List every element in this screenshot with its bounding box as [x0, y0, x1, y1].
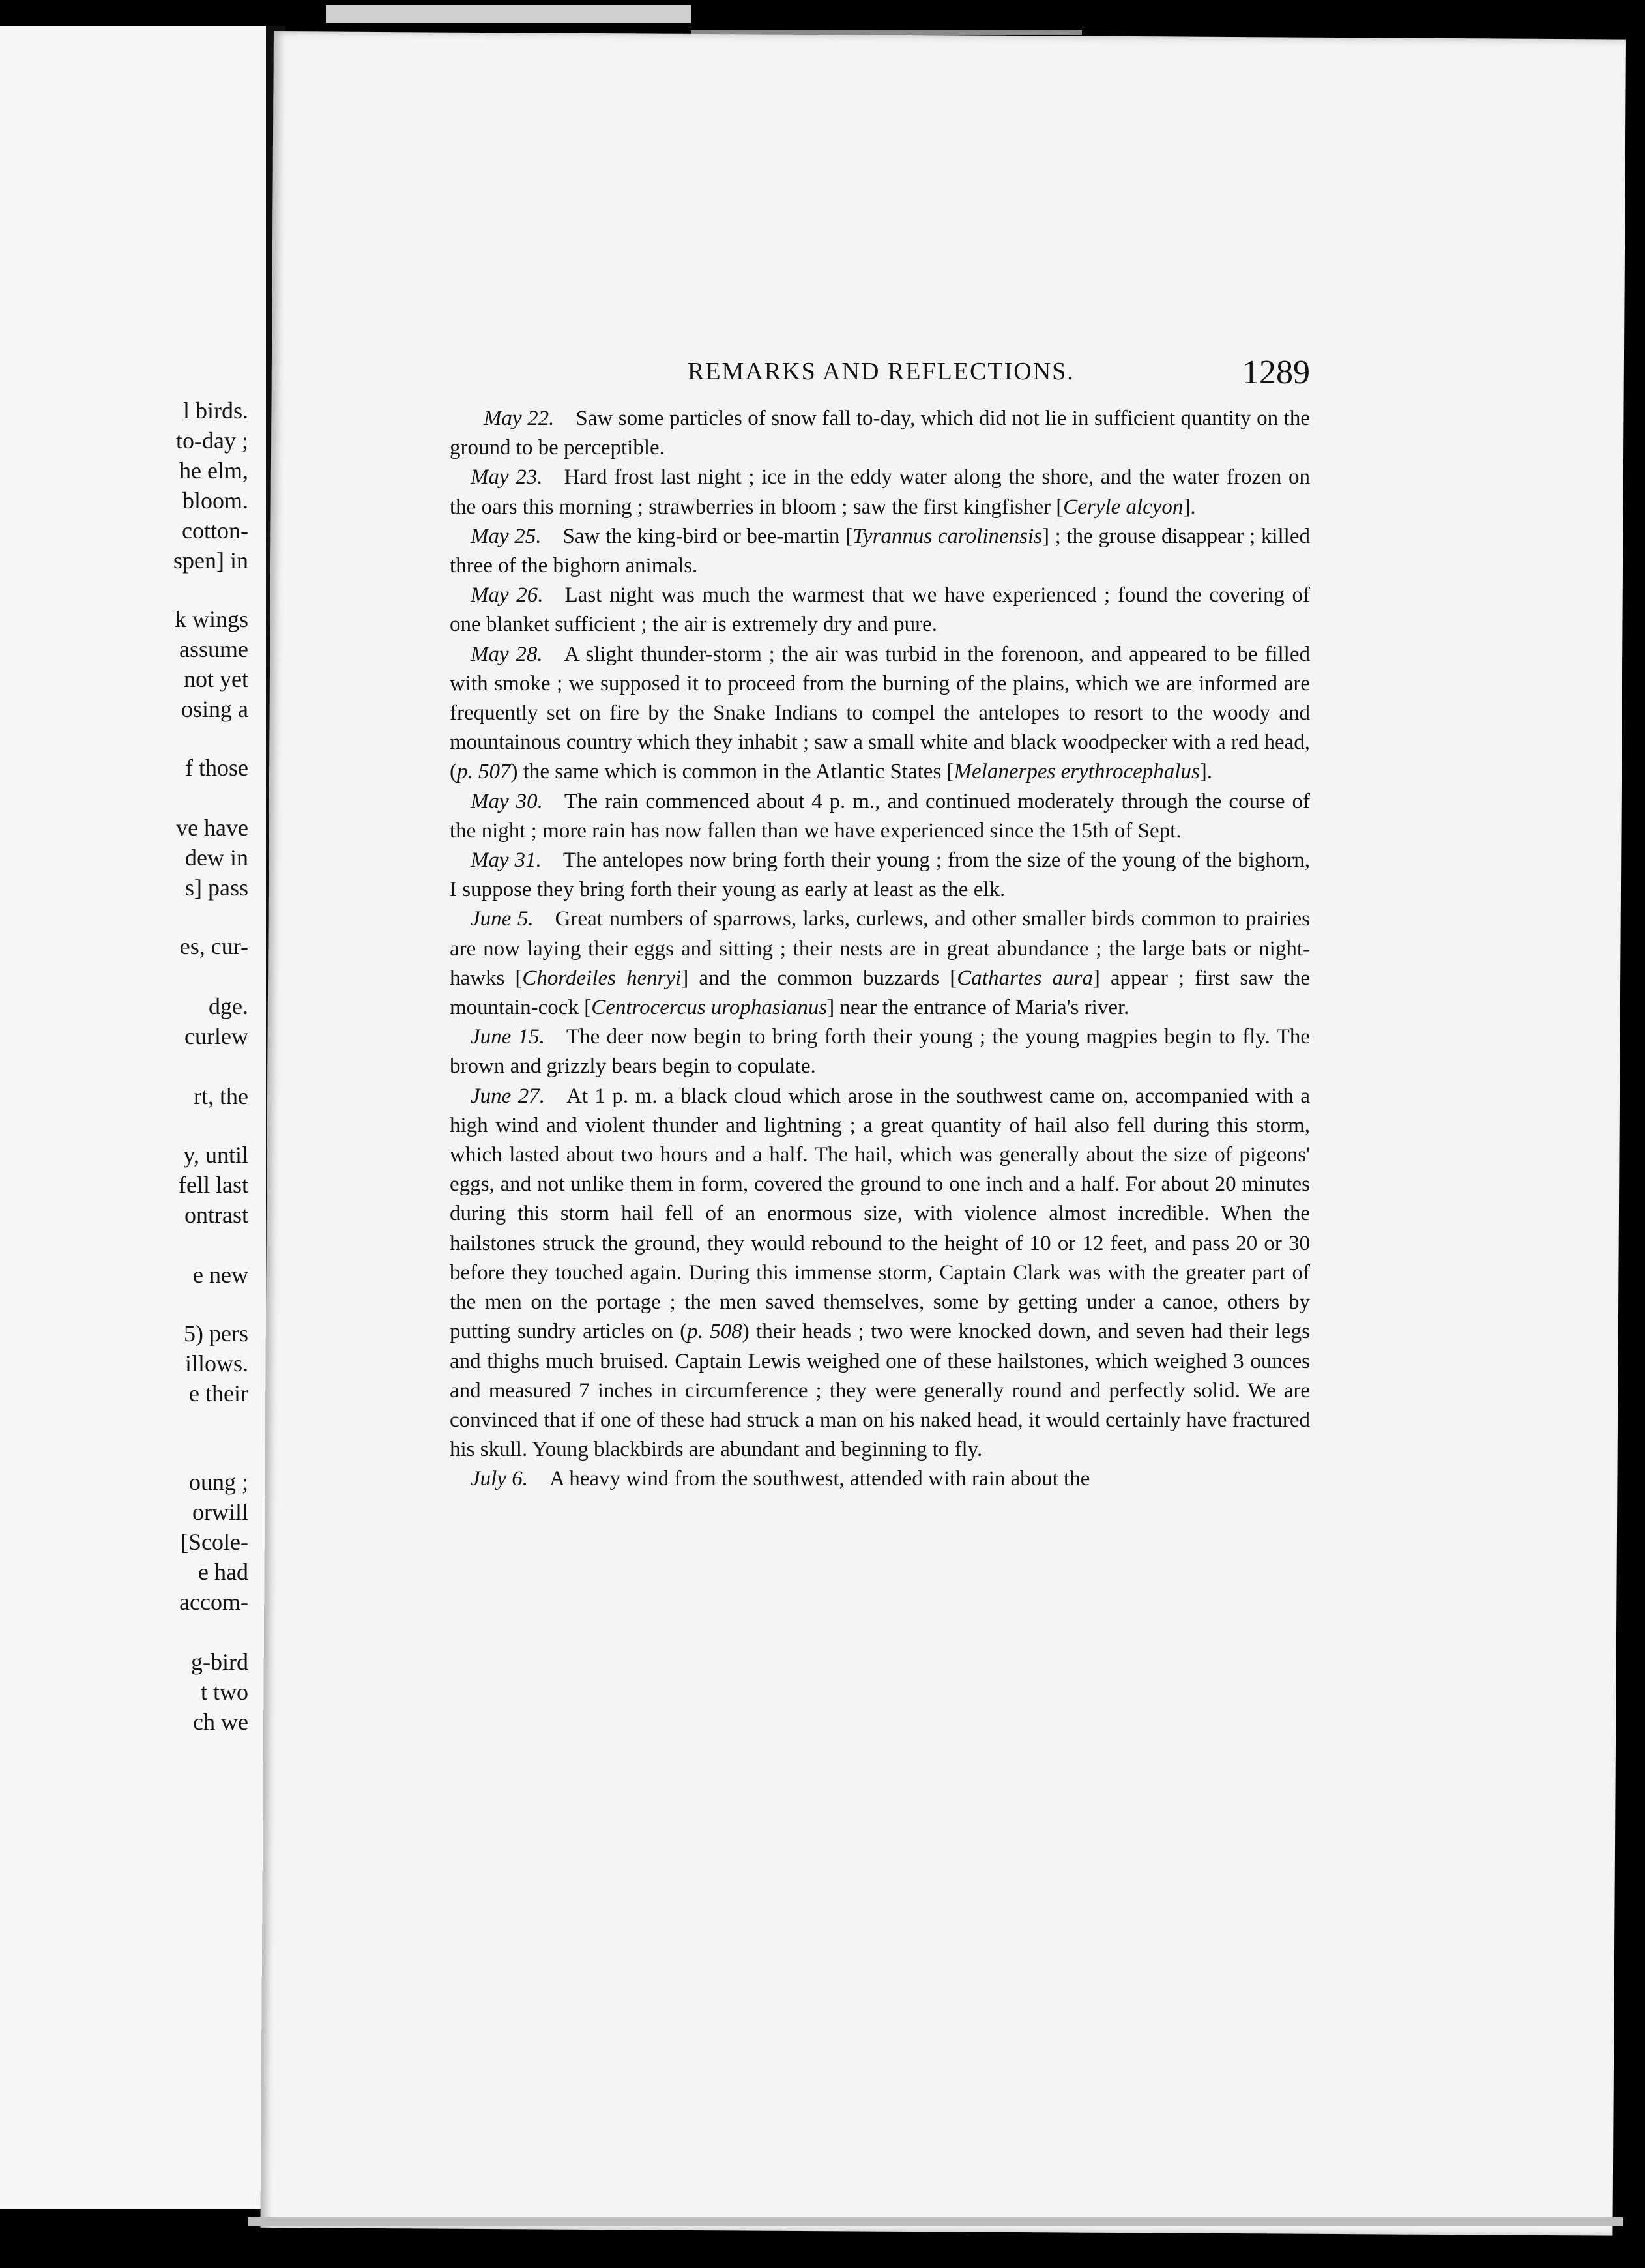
left-page-line: ve have — [176, 815, 248, 841]
italic-text: Tyrannus carolinensis — [852, 524, 1042, 548]
left-page-line: k wings — [174, 606, 248, 632]
entry-date: May 23. — [471, 465, 543, 489]
diary-entry — [450, 846, 1310, 905]
left-page-line: t two — [200, 1679, 248, 1705]
left-page-line: s] pass — [185, 875, 248, 901]
entry-text: The antelopes now bring forth their young ; from the size of the young of the bighorn, I suppose they bring forth their young as early at least as the elk. — [450, 849, 1310, 902]
entry-date: May 26. — [471, 583, 544, 607]
entry-text: Great numbers of sparrows, larks, curlews, and other smaller birds common to prairies are now laying their eggs and sitting ; their nests are in great abundance ; the large bats or night-hawks [ — [450, 907, 1310, 990]
entry-date: June 27. — [471, 1084, 545, 1108]
left-page-line: dew in — [185, 845, 248, 871]
entry-text: A heavy wind from the southwest, attended with rain about the — [549, 1467, 1090, 1491]
italic-text: Centrocercus urophasianus — [591, 996, 828, 1020]
left-page-line: rt, the — [194, 1083, 248, 1109]
left-page-line: e new — [193, 1262, 248, 1288]
left-page-line: ontrast — [184, 1202, 248, 1228]
entry-text: ] near the entrance of Maria's river. — [827, 996, 1129, 1020]
diary-entry — [450, 640, 1310, 787]
entry-text: ] and the common buzzards [ — [681, 966, 957, 990]
italic-text: p. 507 — [457, 760, 511, 784]
left-page-line: curlew — [184, 1023, 248, 1049]
left-page-line: bloom. — [182, 487, 248, 514]
italic-text: Ceryle alcyon — [1063, 495, 1184, 519]
entry-date: May 22. — [484, 407, 555, 430]
entry-text: ) the same which is common in the Atlantic States [ — [510, 760, 954, 784]
left-page-line: es, cur- — [179, 933, 248, 959]
left-page-line: assume — [179, 636, 248, 662]
left-page-line: l birds. — [182, 398, 248, 424]
diary-entry — [450, 1023, 1310, 1081]
left-page-line: illows. — [184, 1350, 248, 1376]
left-page-line: orwill — [192, 1499, 248, 1525]
page-header — [411, 327, 1310, 391]
italic-text: Chordeiles henryi — [522, 966, 682, 990]
entry-text: Hard frost last night ; ice in the eddy water along the shore, and the water frozen on the oars this morning ; strawberries in bloom ; saw the first kingfisher [ — [450, 465, 1310, 519]
left-page-line: spen] in — [173, 547, 248, 574]
entry-text: ]. — [1183, 495, 1196, 519]
left-page-line: cotton- — [182, 517, 248, 544]
left-page-line: e their — [189, 1380, 248, 1406]
diary-entry — [450, 787, 1310, 846]
left-page-line: accom- — [179, 1589, 248, 1615]
left-page-line: y, until — [183, 1142, 248, 1168]
left-page-line: ch we — [193, 1709, 248, 1735]
page-edge-bottom — [248, 2217, 1623, 2226]
entry-date: June 5. — [471, 907, 534, 931]
left-page-line: [Scole- — [181, 1529, 248, 1555]
entry-text: ] appear ; first saw the mountain-cock [ — [450, 966, 1311, 1020]
diary-entry — [450, 404, 1310, 463]
entry-text: A slight thunder-storm ; the air was turbid in the forenoon, and appeared to be filled with smoke ; we supposed it to proceed from the burning of the plains, which we are informed are frequently set on fire by the Snake Indians to compel the antelopes to resort to the woody and mountainous country which they inhabit ; saw a small white and black woodpecker with a red head, ( — [450, 642, 1310, 784]
left-page-line: g-bird — [191, 1649, 248, 1675]
page-number: 1289 — [1242, 354, 1310, 391]
entry-text: Saw the king-bird or bee-martin [ — [562, 524, 853, 548]
left-page — [0, 26, 270, 2209]
left-page-line: e had — [198, 1559, 248, 1585]
left-page-line: f those — [185, 755, 248, 781]
diary-entry — [450, 1464, 1310, 1494]
entry-text: Saw some particles of snow fall to-day, which did not lie in sufficient quantity on the ground to be perceptible. — [450, 407, 1310, 460]
left-page-line: fell last — [179, 1172, 248, 1198]
entry-date: May 25. — [471, 524, 542, 548]
diary-entry — [450, 905, 1310, 1023]
running-head: REMARKS AND REFLECTIONS. — [688, 358, 1075, 385]
diary-entry — [450, 522, 1310, 581]
page-edge-top — [326, 5, 691, 23]
entry-text: ] ; the grouse disappear ; killed three of the bighorn animals. — [450, 524, 1310, 578]
italic-text: p. 508 — [687, 1320, 742, 1344]
entry-text: ) their heads ; two were knocked down, and seven had their legs and thighs much bruised. Captain Lewis weighed one of these hailstones, which weighed 3 ounces and measured 7 inches in circumference ; they were generally round and perfectly solid. We are convinced that if one of these had struck a man on his naked head, it would certainly have fractured his skull. Young blackbirds are abundant and beginning to fly. — [450, 1320, 1310, 1462]
left-page-line: he elm, — [179, 458, 248, 484]
entry-date: June 15. — [471, 1025, 545, 1049]
italic-text: Melanerpes erythrocephalus — [954, 760, 1200, 784]
entry-date: July 6. — [471, 1467, 528, 1491]
left-page-line: not yet — [184, 666, 248, 692]
entry-date: May 31. — [471, 849, 542, 873]
entry-date: May 28. — [471, 642, 543, 666]
body-text — [450, 404, 1310, 1494]
entry-text: Last night was much the warmest that we have experienced ; found the covering of one blanket sufficient ; the air is extremely dry and pure. — [450, 583, 1310, 637]
diary-entry — [450, 581, 1310, 639]
entry-text: The deer now begin to bring forth their young ; the young magpies begin to fly. The brown and grizzly bears begin to copulate. — [450, 1025, 1310, 1079]
italic-text: Cathartes aura — [957, 966, 1093, 990]
left-page-line: 5) pers — [184, 1320, 248, 1346]
entry-text: The rain commenced about 4 p. m., and continued moderately through the course of the night ; more rain has now fallen than we have experienced since the 15th of Sept. — [450, 789, 1310, 843]
left-page-line: dge. — [209, 993, 248, 1019]
diary-entry — [450, 1082, 1310, 1465]
left-page-line: oung ; — [188, 1469, 248, 1495]
diary-entry — [450, 463, 1310, 521]
entry-text: At 1 p. m. a black cloud which arose in the southwest came on, accompanied with a high wind and violent thunder and lightning ; a great quantity of hail also fell during this storm, which lasted about two hours and a half. The hail, which was generally about the size of pigeons' eggs, and not unlike them in form, covered the ground to one inch and a half. For about 20 minutes during this storm hail fell of an enormous size, with violence almost incredible. When the hailstones struck the ground, they would rebound to the height of 10 or 12 feet, and pass 20 or 30 before they touched again. During this immense storm, Captain Clark was with the greater part of the men on the portage ; the men saved themselves, some by getting under a canoe, others by putting sundry articles on ( — [450, 1084, 1310, 1344]
entry-date: May 30. — [471, 789, 543, 813]
entry-text: ]. — [1199, 760, 1213, 784]
left-page-line: to-day ; — [176, 428, 248, 454]
left-page-line: osing a — [181, 696, 248, 722]
